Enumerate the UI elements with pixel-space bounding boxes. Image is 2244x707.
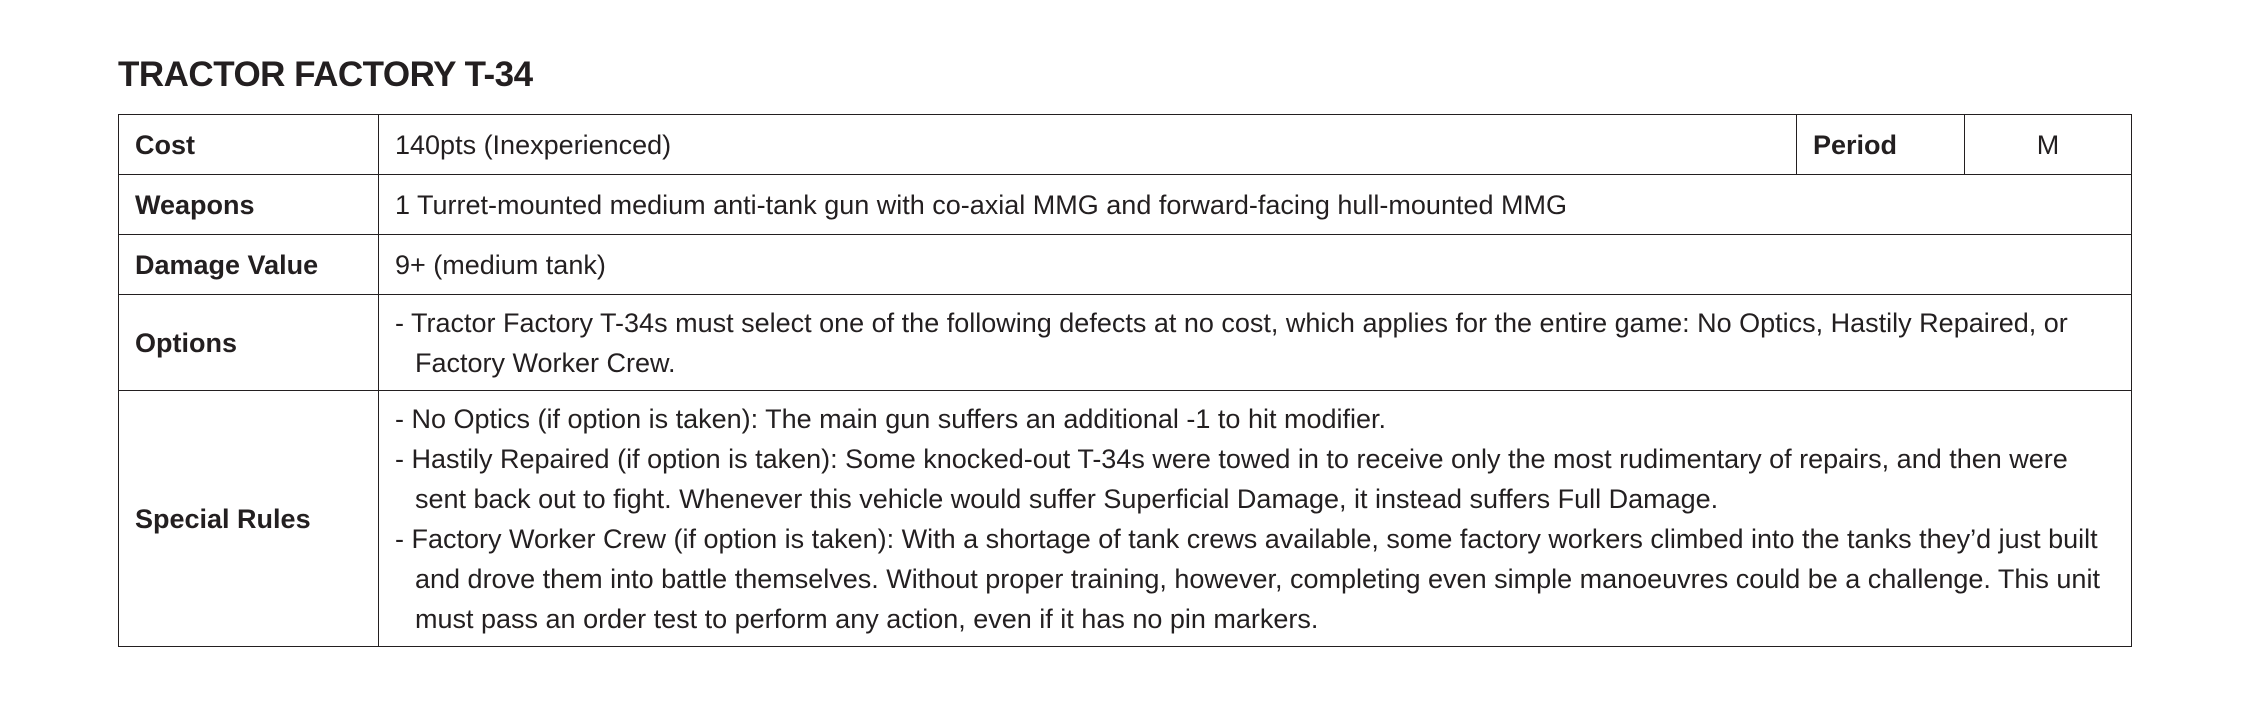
special-rule-item: - No Optics (if option is taken): The main gun suffers an additional -1 to hit modifier.: [395, 403, 1386, 434]
weapons-label: Weapons: [119, 175, 379, 235]
weapons-value: 1 Turret-mounted medium anti-tank gun with co-axial MMG and forward-facing hull-mounted MMG: [379, 175, 2132, 235]
special-rules-value: [379, 391, 2132, 647]
special-rules-label: Special Rules: [119, 391, 379, 647]
period-value: M: [1965, 115, 2132, 175]
special-rule-item: - Factory Worker Crew (if option is taken): With a shortage of tank crews available, some factory workers climbed into the tanks they’d just built and drove them into battle themselves. Without proper training, however, completing even simple manoeuvres could be a challenge. This unit must pass an order test to perform any action, even if it has no pin markers.: [395, 523, 2100, 634]
cost-label: Cost: [119, 115, 379, 175]
damage-row: [119, 235, 2132, 295]
options-label: Options: [119, 295, 379, 391]
unit-stats-table: [118, 114, 2132, 647]
cost-value: 140pts (Inexperienced): [379, 115, 1797, 175]
options-list: [395, 303, 2115, 383]
period-label: Period: [1797, 115, 1965, 175]
unit-title: TRACTOR FACTORY T-34: [118, 55, 533, 94]
special-rules-row: [119, 391, 2132, 647]
damage-label: Damage Value: [119, 235, 379, 295]
special-rule-item: - Hastily Repaired (if option is taken): Some knocked-out T-34s were towed in to receive only the most rudimentary of repairs, and then were sent back out to fight. Whenever this vehicle would suffer Superficial Damage, it instead suffers Full Damage.: [395, 443, 2068, 514]
cost-row: [119, 115, 2132, 175]
weapons-row: [119, 175, 2132, 235]
options-item: - Tractor Factory T-34s must select one of the following defects at no cost, which applies for the entire game: No Optics, Hastily Repaired, or Factory Worker Crew.: [395, 307, 2068, 378]
damage-value: 9+ (medium tank): [379, 235, 2132, 295]
options-row: [119, 295, 2132, 391]
options-value: [379, 295, 2132, 391]
special-rules-list: [395, 399, 2115, 639]
